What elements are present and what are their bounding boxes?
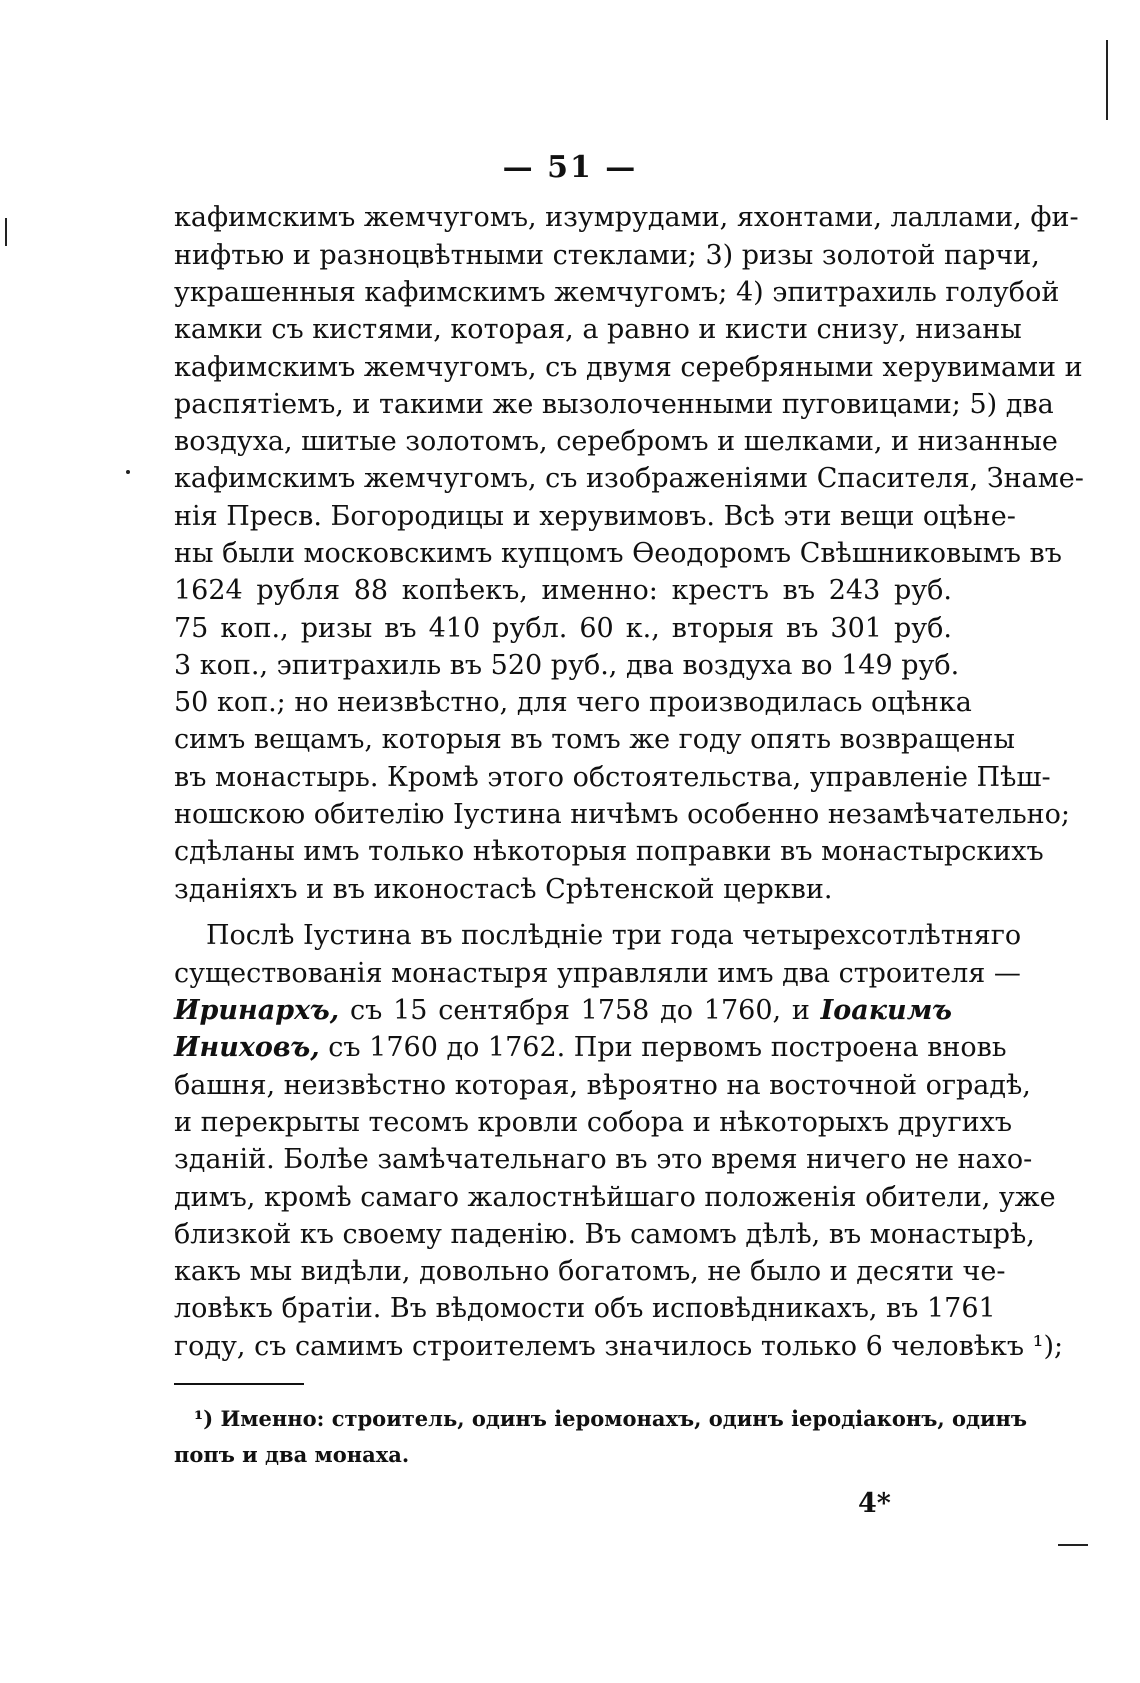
text-line: зданіяхъ и въ иконостасѣ Срѣтенской церкви.: [174, 874, 833, 905]
text-line: нія Пресв. Богородицы и херувимовъ. Всѣ эти вещи оцѣне-: [174, 501, 1016, 532]
text-line: ловѣкъ братіи. Въ вѣдомости объ исповѣдникахъ, въ 1761: [174, 1293, 996, 1324]
text-line: Послѣ Іустина въ послѣдніе три года четырехсотлѣтняго: [206, 920, 1022, 951]
text-line: распятіемъ, и такими же вызолоченными пуговицами; 5) два: [174, 389, 1054, 420]
text-line: кафимскимъ жемчугомъ, изумрудами, яхонтами, лаллами, фи-: [174, 202, 1079, 233]
text-fragment: съ 15 сентября 1758 до 1760, и: [339, 995, 821, 1026]
person-name: Иринархъ,: [174, 995, 340, 1026]
footnote-line: ¹) Именно: строитель, одинъ іеромонахъ, одинъ іеродіаконъ, одинъ: [194, 1406, 1028, 1431]
text-line: нифтью и разноцвѣтными стеклами; 3) ризы золотой парчи,: [174, 240, 1040, 271]
page-number: — 51 —: [502, 150, 638, 185]
text-line: 50 коп.; но неизвѣстно, для чего производилась оцѣнка: [174, 687, 972, 718]
text-line: ны были московскимъ купцомъ Ѳеодоромъ Свѣшниковымъ въ: [174, 538, 1062, 569]
text-line-with-names: [174, 1030, 1007, 1068]
text-line: 75 коп., ризы въ 410 рубл. 60 к., вторыя въ 301 руб.: [174, 613, 952, 644]
text-line: 1624 рубля 88 копѣекъ, именно: крестъ въ 243 руб.: [174, 575, 952, 606]
scan-edge-mark: [1106, 40, 1108, 120]
text-line: году, съ самимъ строителемъ значилось только 6 человѣкъ ¹);: [174, 1331, 1064, 1362]
person-name: Иниховъ,: [174, 1032, 320, 1063]
footnote-line: попъ и два монаха.: [174, 1442, 410, 1467]
text-line: 3 коп., эпитрахиль въ 520 руб., два воздуха во 149 руб.: [174, 650, 960, 681]
text-line: воздуха, шитые золотомъ, серебромъ и шелками, и низанные: [174, 426, 1058, 457]
text-line: и перекрыты тесомъ кровли собора и нѣкоторыхъ другихъ: [174, 1107, 1013, 1138]
text-line: зданій. Болѣе замѣчательнаго въ это время ничего не нахо-: [174, 1144, 1033, 1175]
signature-mark: 4*: [858, 1488, 891, 1519]
text-line: ношскою обителію Іустина ничѣмъ особенно незамѣчательно;: [174, 799, 1070, 830]
footnote-separator: [174, 1383, 304, 1385]
scan-speck: [126, 470, 130, 474]
text-line: украшенныя кафимскимъ жемчугомъ; 4) эпитрахиль голубой: [174, 277, 1060, 308]
text-line: кафимскимъ жемчугомъ, съ изображеніями Спасителя, Знаме-: [174, 463, 1084, 494]
scan-edge-mark: [5, 218, 7, 246]
text-line: близкой къ своему паденію. Въ самомъ дѣлѣ, въ монастырѣ,: [174, 1219, 1035, 1250]
text-line: какъ мы видѣли, довольно богатомъ, не было и десяти че-: [174, 1256, 1006, 1287]
text-fragment: съ 1760 до 1762. При первомъ построена вновь: [319, 1032, 1007, 1063]
text-line: башня, неизвѣстно которая, вѣроятно на восточной оградѣ,: [174, 1070, 1031, 1101]
text-line: сдѣланы имъ только нѣкоторыя поправки въ монастырскихъ: [174, 836, 1044, 867]
text-line: камки съ кистями, которая, а равно и кисти снизу, низаны: [174, 314, 1022, 345]
text-line: димъ, кромѣ самаго жалостнѣйшаго положенія обители, уже: [174, 1182, 1056, 1213]
text-line: въ монастырь. Кромѣ этого обстоятельства, управленіе Пѣш-: [174, 762, 1051, 793]
text-line-with-names: [174, 993, 952, 1031]
text-line: существованія монастыря управляли имъ два строителя —: [174, 958, 1021, 989]
person-name: Іоакимъ: [820, 995, 952, 1026]
text-line: симъ вещамъ, которыя въ томъ же году опять возвращены: [174, 724, 1015, 755]
scan-edge-mark: [1058, 1544, 1088, 1546]
text-line: кафимскимъ жемчугомъ, съ двумя серебряными херувимами и: [174, 352, 1083, 383]
